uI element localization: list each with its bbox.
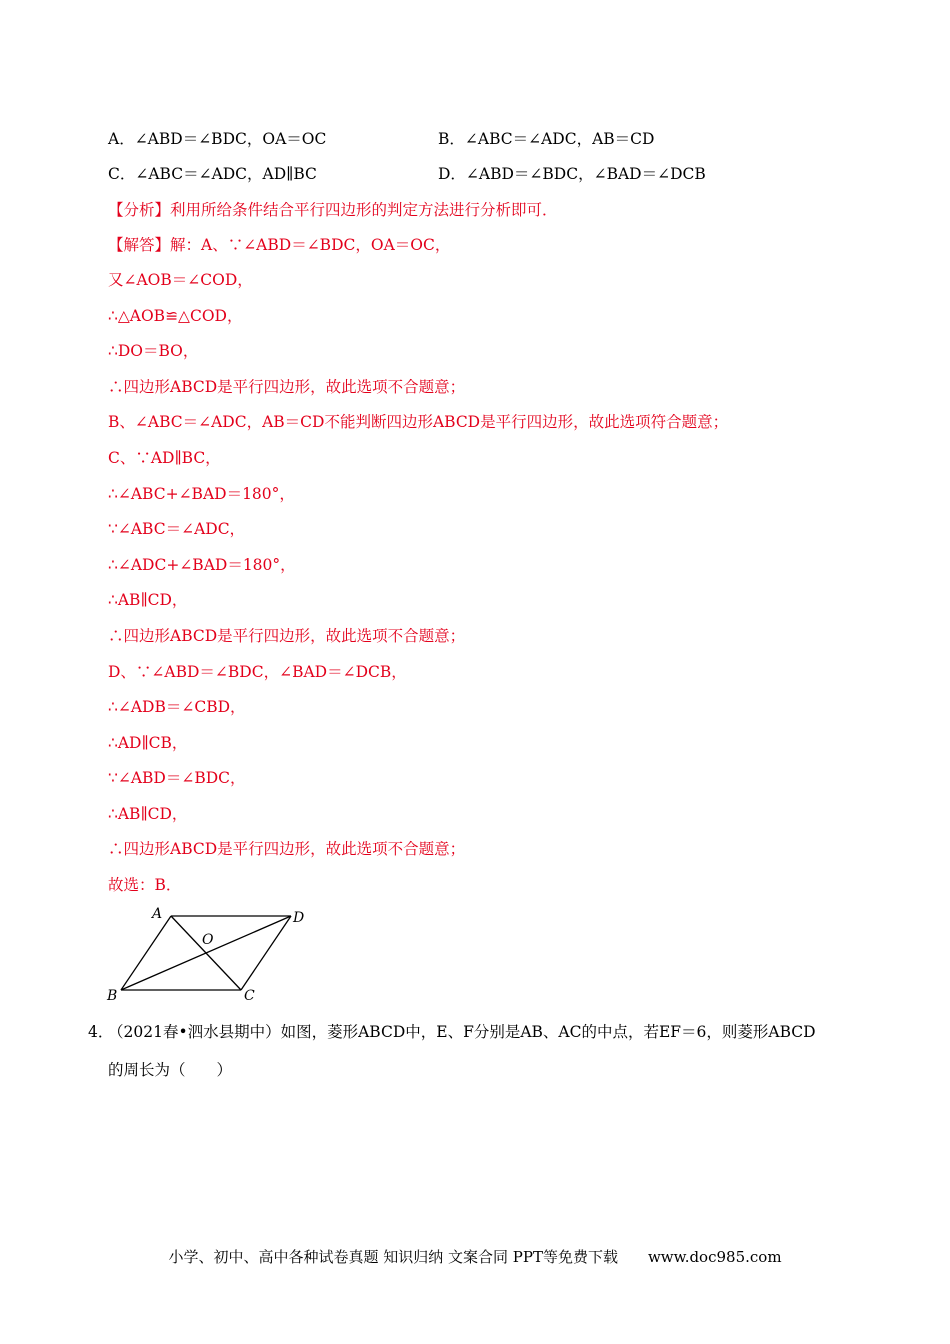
option-d: D．∠ABD＝∠BDC，∠BAD＝∠DCB bbox=[438, 165, 706, 183]
solution-line: D、∵∠ABD＝∠BDC，∠BAD＝∠DCB， bbox=[108, 663, 407, 681]
page-footer: 小学、初中、高中各种试卷真题 知识归纳 文案合同 PPT等免费下载 www.doc985.com bbox=[168, 1248, 782, 1266]
solution-line: ∵∠ABD＝∠BDC， bbox=[108, 769, 246, 787]
option-b: B．∠ABC＝∠ADC，AB＝CD bbox=[438, 130, 655, 148]
solution-line: B、∠ABC＝∠ADC，AB＝CD不能判断四边形ABCD是平行四边形，故此选项符合题意； bbox=[108, 413, 729, 431]
parallelogram-figure bbox=[100, 902, 320, 1006]
solution-line: ∴四边形ABCD是平行四边形，故此选项不合题意； bbox=[108, 840, 466, 858]
solution-line: 【解答】解：A、∵∠ABD＝∠BDC，OA＝OC， bbox=[108, 236, 451, 254]
option-a: A．∠ABD＝∠BDC，OA＝OC bbox=[108, 130, 327, 148]
solution-line: ∴∠ABC+∠BAD＝180°， bbox=[108, 485, 295, 503]
solution-line: ∴△AOB≌△COD， bbox=[108, 307, 243, 325]
question-text: （2021春•泗水县期中）如图，菱形ABCD中，E、F分别是AB、AC的中点，若EF＝6，则菱形ABCD bbox=[108, 1023, 816, 1041]
label-d: D bbox=[293, 910, 305, 926]
solution-line: ∴AD∥CB， bbox=[108, 734, 188, 752]
label-a: A bbox=[152, 906, 163, 922]
question-number: 4． bbox=[88, 1023, 114, 1041]
solution-line: C、∵AD∥BC， bbox=[108, 449, 221, 467]
solution-line: 又∠AOB＝∠COD， bbox=[108, 271, 253, 289]
analysis-line: 【分析】利用所给条件结合平行四边形的判定方法进行分析即可． bbox=[108, 201, 558, 219]
question-text-cont: 的周长为（ ） bbox=[108, 1061, 233, 1079]
solution-line: ∴AB∥CD， bbox=[108, 805, 188, 823]
label-b: B bbox=[107, 988, 118, 1004]
solution-line: ∴AB∥CD， bbox=[108, 591, 188, 609]
option-c: C．∠ABC＝∠ADC，AD∥BC bbox=[108, 165, 317, 183]
solution-line: ∴四边形ABCD是平行四边形，故此选项不合题意； bbox=[108, 378, 466, 396]
solution-line: ∴∠ADB＝∠CBD， bbox=[108, 698, 246, 716]
solution-line: ∴DO＝BO， bbox=[108, 342, 199, 360]
solution-line: ∵∠ABC＝∠ADC， bbox=[108, 520, 246, 538]
answer-line: 故选：B． bbox=[108, 876, 182, 894]
solution-line: ∴四边形ABCD是平行四边形，故此选项不合题意； bbox=[108, 627, 466, 645]
label-c: C bbox=[244, 988, 255, 1004]
label-o: O bbox=[202, 932, 214, 948]
solution-line: ∴∠ADC+∠BAD＝180°， bbox=[108, 556, 296, 574]
